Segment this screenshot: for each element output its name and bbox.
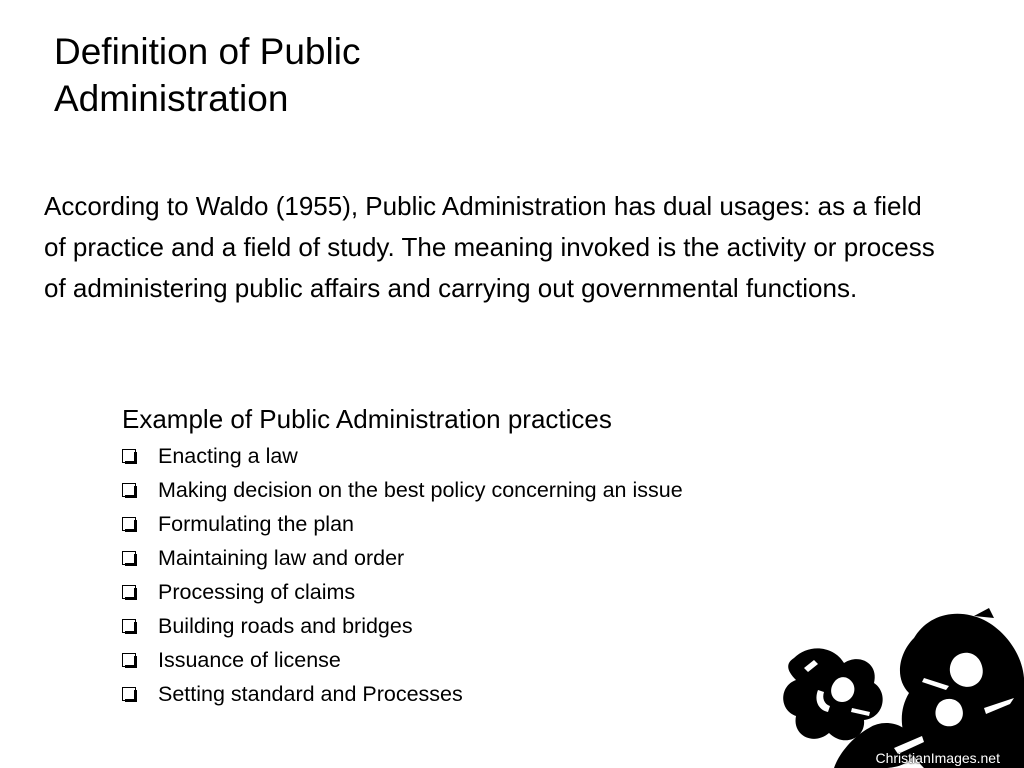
list-item — [122, 609, 842, 643]
watermark: ChristianImages.net — [875, 750, 1000, 766]
list-item — [122, 507, 842, 541]
list-item-text: Setting standard and Processes — [158, 681, 463, 706]
examples-heading: Example of Public Administration practices — [122, 404, 612, 434]
definition-paragraph: According to Waldo (1955), Public Administration has dual usages: as a field of practice and a field of study. The meaning invoked is the activity or process of administering public affairs and carrying out governmental functions. — [44, 191, 935, 303]
checkbox-icon — [122, 483, 136, 497]
checkbox-icon — [122, 449, 136, 463]
checkbox-icon — [122, 551, 136, 565]
list-item — [122, 643, 842, 677]
list-item-text: Formulating the plan — [158, 511, 354, 536]
list-item — [122, 677, 842, 711]
checkbox-icon — [122, 585, 136, 599]
list-item — [122, 541, 842, 575]
checkbox-icon — [122, 619, 136, 633]
list-item — [122, 473, 842, 507]
list-item-text: Maintaining law and order — [158, 545, 405, 570]
list-item-text: Enacting a law — [158, 443, 298, 468]
checkbox-icon — [122, 687, 136, 701]
list-item-text: Processing of claims — [158, 579, 356, 604]
list-item-text: Issuance of license — [158, 647, 341, 672]
list-item — [122, 575, 842, 609]
checkbox-icon — [122, 517, 136, 531]
list-item-text: Making decision on the best policy concerning an issue — [158, 477, 683, 502]
list-item — [122, 439, 842, 473]
examples-section — [122, 401, 842, 711]
checkbox-icon — [122, 653, 136, 667]
flower-icon — [774, 608, 1024, 768]
example-list — [122, 439, 842, 711]
slide-title: Definition of Public Administration — [54, 31, 361, 119]
list-item-text: Building roads and bridges — [158, 613, 413, 638]
